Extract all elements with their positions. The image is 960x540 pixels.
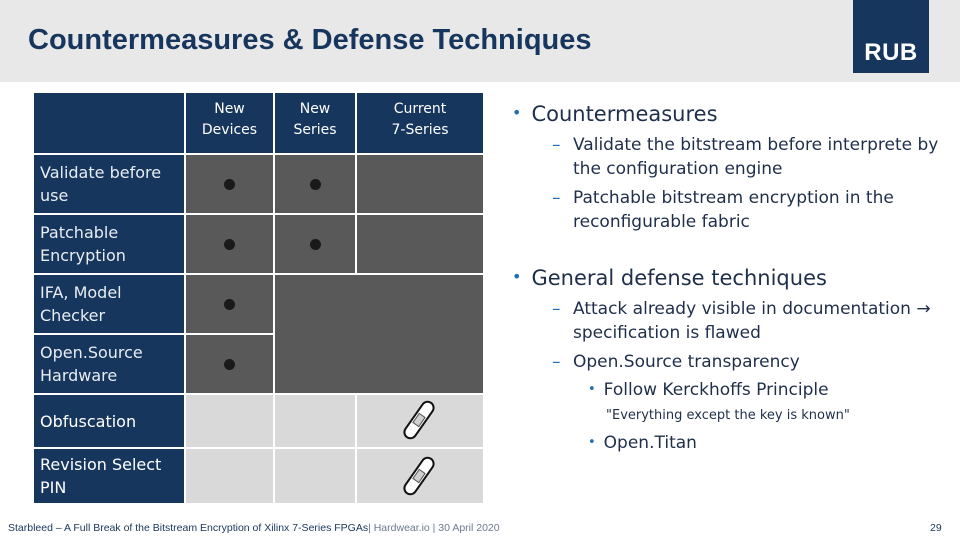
cell-obfuscation-new-series (275, 395, 355, 447)
cell-patchable-new-devices (186, 215, 273, 273)
cell-validate-new-series (275, 155, 355, 213)
check-dot-icon (224, 179, 235, 190)
cell-ifa-open-merged (275, 275, 483, 393)
bullet-countermeasures: • Countermeasures (512, 102, 718, 126)
slide-title: Countermeasures & Defense Techniques (28, 24, 592, 56)
cell-obfuscation-current (357, 395, 483, 447)
cell-patchable-new-series (275, 215, 355, 273)
check-dot-icon (224, 359, 235, 370)
check-dot-icon (310, 179, 321, 190)
row-label-obfuscation: Obfuscation (34, 395, 184, 447)
row-label-ifa: IFA, Model Checker (34, 275, 184, 333)
cell-revision-new-devices (186, 449, 273, 503)
cell-obfuscation-new-devices (186, 395, 273, 447)
cell-validate-current (357, 155, 483, 213)
countermeasure-table (34, 93, 484, 505)
cell-validate-new-devices (186, 155, 273, 213)
table-header-new-devices: New Devices (186, 93, 273, 153)
footer (8, 522, 500, 534)
cell-patchable-current (357, 215, 483, 273)
row-label-validate: Validate before use (34, 155, 184, 213)
cell-revision-new-series (275, 449, 355, 503)
table-header-current-7-series: Current 7-Series (357, 93, 483, 153)
check-dot-icon (224, 239, 235, 250)
check-dot-icon (224, 299, 235, 310)
cell-revision-current (357, 449, 483, 503)
bullet-kerckhoffs: • Follow Kerckhoffs Principle (588, 380, 829, 400)
table-header-new-series: New Series (275, 93, 355, 153)
row-label-opensource: Open.Source Hardware (34, 335, 184, 393)
row-label-revision-pin: Revision Select PIN (34, 449, 184, 503)
bullet-gd-attack: – Attack already visible in documentation → specification is flawed (552, 299, 931, 343)
bullet-gd-opensource: – Open.Source transparency (552, 352, 800, 372)
cell-ifa-new-devices (186, 275, 273, 333)
rub-logo: RUB (853, 0, 929, 73)
bullet-cm-patchable: – Patchable bitstream encryption in the reconfigurable fabric (552, 188, 894, 232)
kerckhoffs-quote: "Everything except the key is known" (606, 408, 850, 423)
table-header-empty (34, 93, 184, 153)
bullet-cm-validate: – Validate the bitstream before interprete by the configuration engine (552, 135, 939, 179)
footer-title: Starbleed – A Full Break of the Bitstream Encryption of Xilinx 7-Series FPGAs (8, 522, 369, 534)
page-number: 29 (930, 522, 942, 534)
footer-event: | Hardwear.io | 30 April 2020 (368, 522, 500, 534)
check-dot-icon (310, 239, 321, 250)
cell-opensource-new-devices (186, 335, 273, 393)
bullet-general-defense: • General defense techniques (512, 266, 827, 290)
bandage-icon (401, 398, 438, 442)
bandage-icon (401, 454, 438, 498)
bullet-opentitan: • Open.Titan (588, 433, 697, 453)
row-label-patchable: Patchable Encryption (34, 215, 184, 273)
